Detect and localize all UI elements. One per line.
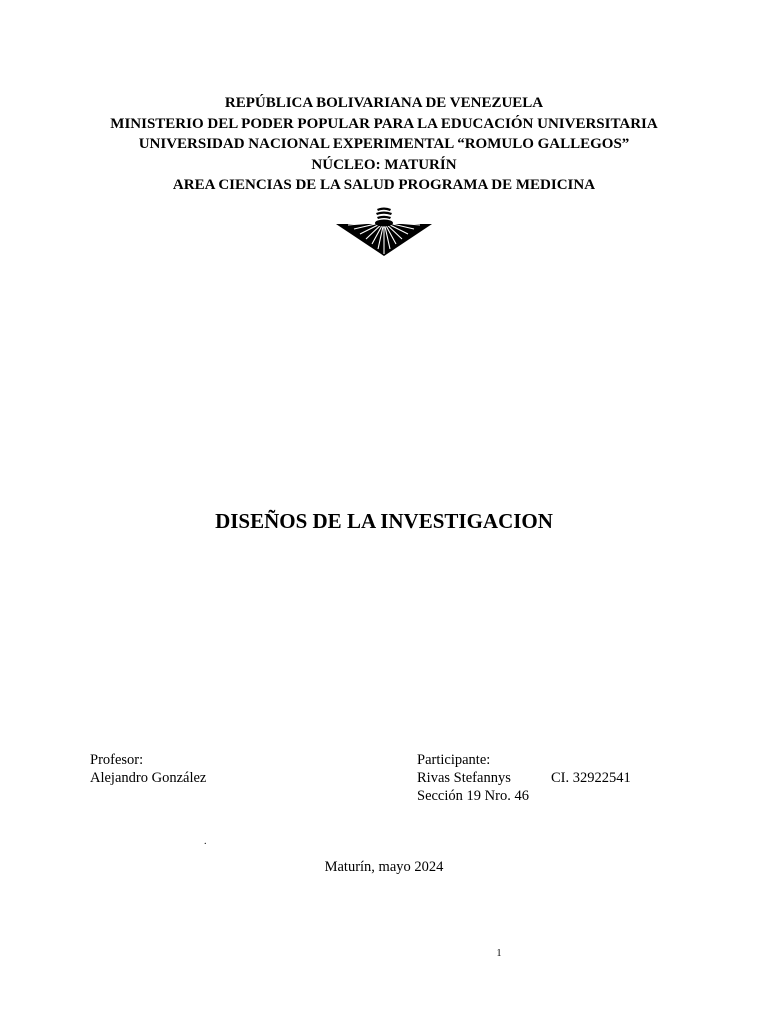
participant-label: Participante: <box>417 752 491 768</box>
header-line-republic: REPÚBLICA BOLIVARIANA DE VENEZUELA <box>224 95 544 111</box>
header-line-program: AREA CIENCIAS DE LA SALUD PROGRAMA DE MEDICINA <box>172 177 596 193</box>
institution-header <box>0 93 768 196</box>
participant-block <box>417 751 529 805</box>
header-line-ministry: MINISTERIO DEL PODER POPULAR PARA LA EDUCACIÓN UNIVERSITARIA <box>110 115 658 132</box>
place-date: Maturín, mayo 2024 <box>324 859 444 875</box>
header-line-nucleus: NÚCLEO: MATURÍN <box>311 156 457 173</box>
page-number: 1 <box>496 948 502 959</box>
document-title: DISEÑOS DE LA INVESTIGACION <box>215 509 553 533</box>
participant-section: Sección 19 Nro. 46 <box>417 788 529 804</box>
participant-ci: CI. 32922541 <box>551 770 631 786</box>
participant-name: Rivas Stefannys <box>417 770 511 786</box>
emblem-center <box>375 220 393 227</box>
header-line-university: UNIVERSIDAD NACIONAL EXPERIMENTAL “ROMULO GALLEGOS” <box>138 136 630 152</box>
emblem-top-mark <box>376 208 392 220</box>
professor-label: Profesor: <box>90 752 144 768</box>
professor-name: Alejandro González <box>90 770 207 786</box>
professor-block <box>90 751 206 787</box>
university-emblem-icon <box>334 206 434 258</box>
stray-dot: . <box>204 836 207 847</box>
